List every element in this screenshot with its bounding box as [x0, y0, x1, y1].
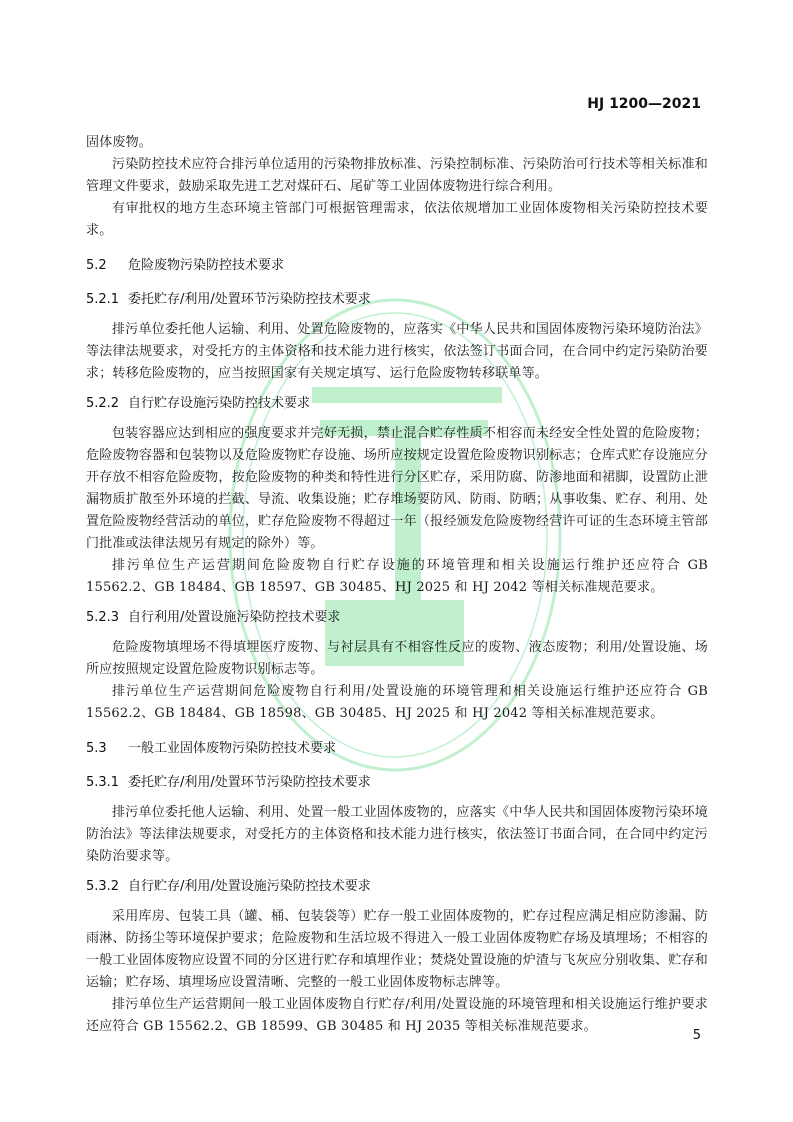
body-paragraph: 排污单位委托他人运输、利用、处置危险废物的，应落实《中华人民共和国固体废物污染环境防治法》等法律法规要求，对受托方的主体资格和技术能力进行核实，依法签订书面合同，在合同中约定污染防治要求；转移危险废物的，应当按照国家有关规定填写、运行危险废物转移联单等。: [86, 322, 708, 381]
document-body: [86, 132, 708, 1038]
body-paragraph: 排污单位委托他人运输、利用、处置一般工业固体废物的，应落实《中华人民共和国固体废物污染环境防治法》等法律法规要求，对受托方的主体资格和技术能力进行核实，依法签订书面合同，在合同中约定污染防治要求等。: [86, 805, 708, 864]
page-number: 5: [692, 1028, 701, 1043]
heading-title: 一般工业固体废物污染防控技术要求: [128, 741, 337, 756]
subsection-heading: [86, 393, 708, 415]
heading-title: 自行贮存设施污染防控技术要求: [128, 396, 311, 411]
heading-number: 5.2.3: [86, 610, 120, 625]
body-paragraph: 污染防控技术应符合排污单位适用的污染物排放标准、污染控制标准、污染防治可行技术等相关标准和管理文件要求，鼓励采取先进工艺对煤矸石、尾矿等工业固体废物进行综合利用。: [86, 157, 708, 194]
heading-number: 5.2.1: [86, 292, 120, 307]
body-paragraph: 固体废物。: [86, 135, 153, 150]
heading-number: 5.3.2: [86, 879, 120, 894]
heading-number: 5.2: [86, 258, 107, 273]
heading-title: 委托贮存/利用/处置环节污染防控技术要求: [128, 775, 371, 790]
body-paragraph: 采用库房、包装工具（罐、桶、包装袋等）贮存一般工业固体废物的，贮存过程应满足相应防渗漏、防雨淋、防扬尘等环境保护要求；危险废物和生活垃圾不得进入一般工业固体废物贮存场及填埋场；不相容的一般工业固体废物应设置不同的分区进行贮存和填埋作业；焚烧处置设施的炉渣与飞灰应分别收集、贮存和运输；贮存场、填埋场应设置清晰、完整的一般工业固体废物标志牌等。: [86, 909, 708, 990]
subsection-heading: [86, 772, 708, 794]
heading-title: 自行贮存/利用/处置设施污染防控技术要求: [128, 879, 371, 894]
heading-title: 危险废物污染防控技术要求: [128, 258, 285, 273]
heading-number: 5.3: [86, 741, 107, 756]
section-heading: [86, 255, 708, 277]
subsection-heading: [86, 876, 708, 898]
subsection-heading: [86, 607, 708, 629]
body-paragraph: 排污单位生产运营期间一般工业固体废物自行贮存/利用/处置设施的环境管理和相关设施运行维护要求还应符合 GB 15562.2、GB 18599、GB 30485 和 HJ 2035 等相关标准规范要求。: [86, 997, 708, 1034]
body-paragraph: 包装容器应达到相应的强度要求并完好无损，禁止混合贮存性质不相容而未经安全性处置的危险废物；危险废物容器和包装物以及危险废物贮存设施、场所应按规定设置危险废物识别标志；仓库式贮存设施应分开存放不相容危险废物，按危险废物的种类和特性进行分区贮存，采用防腐、防渗地面和裙脚，设置防止泄漏物质扩散至外环境的拦截、导流、收集设施；贮存堆场要防风、防雨、防晒；从事收集、贮存、利用、处置危险废物经营活动的单位，贮存危险废物不得超过一年（报经颁发危险废物经营许可证的生态环境主管部门批准或法律法规另有规定的除外）等。: [86, 426, 708, 551]
body-paragraph: 排污单位生产运营期间危险废物自行贮存设施的环境管理和相关设施运行维护还应符合 GB 15562.2、GB 18484、GB 18597、GB 30485、HJ 2025 和 HJ 2042 等相关标准规范要求。: [86, 558, 708, 595]
heading-title: 自行利用/处置设施污染防控技术要求: [128, 610, 341, 625]
heading-title: 委托贮存/利用/处置环节污染防控技术要求: [128, 292, 371, 307]
heading-number: 5.2.2: [86, 396, 120, 411]
body-paragraph: 危险废物填埋场不得填埋医疗废物、与衬层具有不相容性反应的废物、液态废物；利用/处置设施、场所应按照规定设置危险废物识别标志等。: [86, 640, 708, 677]
body-paragraph: 排污单位生产运营期间危险废物自行利用/处置设施的环境管理和相关设施运行维护还应符合 GB 15562.2、GB 18484、GB 18598、GB 30485、HJ 2025 和 HJ 2042 等相关标准规范要求。: [86, 684, 708, 721]
section-heading: [86, 738, 708, 760]
heading-number: 5.3.1: [86, 775, 120, 790]
document-code: HJ 1200—2021: [587, 96, 701, 112]
subsection-heading: [86, 289, 708, 311]
body-paragraph: 有审批权的地方生态环境主管部门可根据管理需求，依法依规增加工业固体废物相关污染防控技术要求。: [86, 201, 708, 238]
